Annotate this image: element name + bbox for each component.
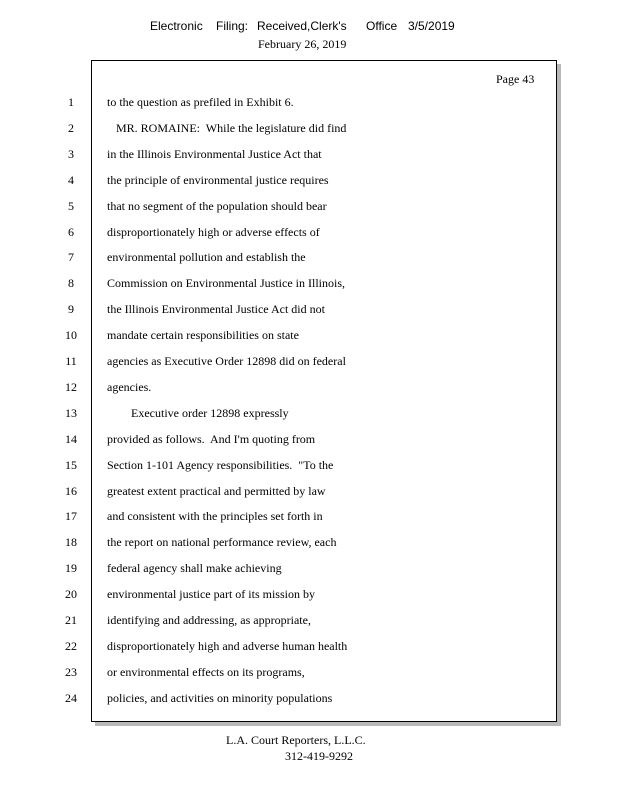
transcript-line: or environmental effects on its programs, xyxy=(107,665,305,679)
line-number: 21 xyxy=(65,613,77,627)
transcript-line: that no segment of the population should bear xyxy=(107,199,327,213)
line-number: 19 xyxy=(65,561,77,575)
footer-company: L.A. Court Reporters, L.L.C. xyxy=(226,733,366,747)
transcript-line: Executive order 12898 expressly xyxy=(107,406,289,420)
footer-phone: 312-419-9292 xyxy=(285,749,353,763)
transcript-line: the principle of environmental justice requires xyxy=(107,173,329,187)
stamp-received: Received,Clerk's xyxy=(257,19,347,33)
transcript-line: greatest extent practical and permitted by law xyxy=(107,484,326,498)
transcript-line: Commission on Environmental Justice in Illinois, xyxy=(107,276,345,290)
transcript-line: mandate certain responsibilities on state xyxy=(107,328,299,342)
page-number: Page 43 xyxy=(496,72,535,86)
transcript-line: environmental pollution and establish the xyxy=(107,250,306,264)
transcript-line: in the Illinois Environmental Justice Act that xyxy=(107,147,322,161)
transcript-line: to the question as prefiled in Exhibit 6. xyxy=(107,95,294,109)
transcript-line: policies, and activities on minority populations xyxy=(107,691,333,705)
transcript-line: and consistent with the principles set forth in xyxy=(107,509,323,523)
line-number: 9 xyxy=(68,302,74,316)
transcript-line: agencies as Executive Order 12898 did on federal xyxy=(107,354,346,368)
stamp-filing: Filing: xyxy=(216,19,249,33)
line-number: 24 xyxy=(65,691,77,705)
line-number: 4 xyxy=(68,173,74,187)
stamp-office: Office xyxy=(366,19,398,33)
filing-stamp xyxy=(0,19,618,35)
transcript-line: federal agency shall make achieving xyxy=(107,561,282,575)
stamp-date: 3/5/2019 xyxy=(408,19,455,33)
line-number: 8 xyxy=(68,276,74,290)
stamp-electronic: Electronic xyxy=(150,19,203,33)
line-number: 12 xyxy=(65,380,77,394)
line-number: 18 xyxy=(65,535,77,549)
line-number: 10 xyxy=(65,328,77,342)
line-number: 13 xyxy=(65,406,77,420)
transcript-line: environmental justice part of its mission by xyxy=(107,587,315,601)
line-number: 16 xyxy=(65,484,77,498)
transcript-line: identifying and addressing, as appropriate, xyxy=(107,613,311,627)
line-number: 23 xyxy=(65,665,77,679)
transcript-line: MR. ROMAINE: While the legislature did find xyxy=(107,121,347,135)
line-number: 6 xyxy=(68,225,74,239)
line-number: 7 xyxy=(68,250,74,264)
line-number: 15 xyxy=(65,458,77,472)
line-number: 11 xyxy=(65,354,77,368)
line-number: 5 xyxy=(68,199,74,213)
transcript-line: Section 1-101 Agency responsibilities. "To the xyxy=(107,458,334,472)
transcript-line: disproportionately high and adverse human health xyxy=(107,639,348,653)
transcript-line: agencies. xyxy=(107,380,152,394)
line-number: 17 xyxy=(65,509,77,523)
line-number: 1 xyxy=(68,95,74,109)
transcript-line: the report on national performance review, each xyxy=(107,535,337,549)
line-number: 2 xyxy=(68,121,74,135)
line-number: 22 xyxy=(65,639,77,653)
line-number: 20 xyxy=(65,587,77,601)
transcript-line: disproportionately high or adverse effects of xyxy=(107,225,320,239)
transcript-line: the Illinois Environmental Justice Act did not xyxy=(107,302,325,316)
line-number: 14 xyxy=(65,432,77,446)
transcript-date: February 26, 2019 xyxy=(258,37,347,51)
line-number: 3 xyxy=(68,147,74,161)
transcript-line: provided as follows. And I'm quoting from xyxy=(107,432,316,446)
